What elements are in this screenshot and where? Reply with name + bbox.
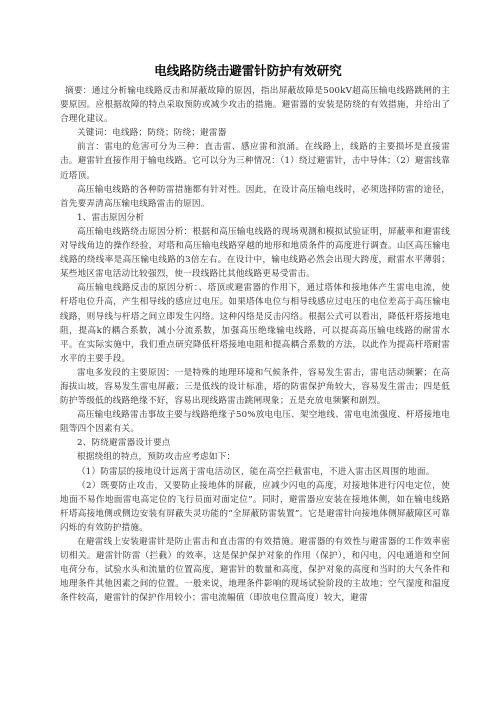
body-paragraph: 高压输电线路绕击原因分析：根据和高压输电线路的现场观测和模拟试验证明，屏蔽率和避雷线对导线角边的操作经验，对塔和高压输电线路穿越的地形和地质条件的高度进行调查。山区高压输电线路的绕线率是高压输电线路的3倍左右。在设计中，输电线路必然会出现大跨度，耐雷水平薄弱；某些地区雷电活动比较强烈，使一段线路比其他线路更易受雷击。 xyxy=(60,226,450,280)
body-paragraph: 在避雷线上安装避雷针是防止雷击和直击雷的有效措施。避雷器的有效性与避雷器的工作效率密切相关。避雷针防雷（拦截）的效率，这是保护保护对象的作用（保护），和闪电，闪电通道和空间电荷分布，试验水头和流量的位置高度，避雷针的数量和高度，保护对象的高度和当时的大气条件和地理条件其他因素之间的位置。一般来说，地理条件影响的现场试验阶段的主故地；空气湿度和温度条件较高，避雷针的保护作用较小；雷电流幅值（即放电位置高度）较大，避雷 xyxy=(60,537,450,604)
section-heading: 1、雷击原因分析 xyxy=(77,212,145,223)
body-paragraph: 高压输电线路雷击事故主要与线路绝缘子50%放电电压、架空地线、雷电电流强度、杆塔接地电阻等四个因素有关。 xyxy=(60,410,450,435)
body-paragraph: 雷电多发段的主要原因：一是特殊的地理环境和气候条件，容易发生雷击，雷电活动频繁；在高海拔山坡，容易发生雷电屏蔽；三是低线的设计标准，塔的防雷保护角较大，容易发生雷击；四是低防护等级低的线路绝缘不好，容易出现线路雷击跳闸现象；五是充放电频繁和剧烈。 xyxy=(60,367,450,407)
section-heading: 2、防绕避雷器设计要点 xyxy=(77,438,171,449)
body-paragraph: 前言：雷电的危害可分为三种：直击雷、感应雷和浪涌。在线路上，线路的主要损坏是直接雷击。避雷针直接作用于输电线路。它可以分为三种情况：（1）绕过避雷针，击中导体；（2）避雷线靠近塔顶。 xyxy=(60,142,450,181)
page-title: 电线路防绕击避雷针防护有效研究 xyxy=(154,63,342,78)
body-paragraph: 根据绕组的特点，预防攻击应考虑如下： xyxy=(77,452,236,463)
keywords-paragraph: 关键词：电线路；防绕；防绕；避雷器 xyxy=(77,128,227,139)
body-paragraph: 高压输电线路反击的原因分析：、塔顶或避雷器的作用下，通过塔体和接地体产生雷电电流，使杆塔电位升高，产生相导线的感应过电压。如果塔体电位与相导线感应过电压的电位差高于高压输电线路，则导线与杆塔之间立即发生闪络。这种闪络是反击闪络。根据公式可以看出，降低杆塔接地电阻，提高k的耦合系数，减小分流系数，加强高压绝缘输电线路，可以提高高压输电线路的耐雷水平。在实际实施中，我们重点研究降低杆塔接地电阻和提高耦合系数的方法，以此作为提高杆塔耐雷水平的主要手段。 xyxy=(60,283,450,364)
list-item: （2）既要防止攻击，又要防止接地体的屏蔽，应减少闪电的高度，对接地体进行闪电定位，使地面不易作地面雷电高定位的飞行员面对面定位”。同时，避雷器应安装在接地体侧，如在输电线路杆塔高接地侧或侧边安装有屏蔽失灵功能的“全屏蔽防雷装置”。它是避雷针向接地体侧屏蔽障区可靠闪烁的有效防护措施。 xyxy=(60,480,450,533)
list-item: （1）防雷层的接地设计远离于雷电活动区，能在高空拦截雷电，不进入雷击区周围的地面。 xyxy=(77,466,435,477)
document-body xyxy=(60,84,450,605)
body-paragraph: 高压输电线路的各种防雷措施都有针对性。因此，在设计高压输电线时，必须选择防雷的途径，首先要弄清高压输电线路雷击的原因。 xyxy=(60,184,450,209)
abstract-paragraph: 摘要：通过分析输电线路反击和屏蔽故障的原因，指出屏蔽故障是500kV超高压输电线路跳闸的主要原因。应根据故障的特点采取预防或减少攻击的措施。避雷器的安装是防绕的有效措施，并给出了合理化建议。 xyxy=(60,86,450,125)
